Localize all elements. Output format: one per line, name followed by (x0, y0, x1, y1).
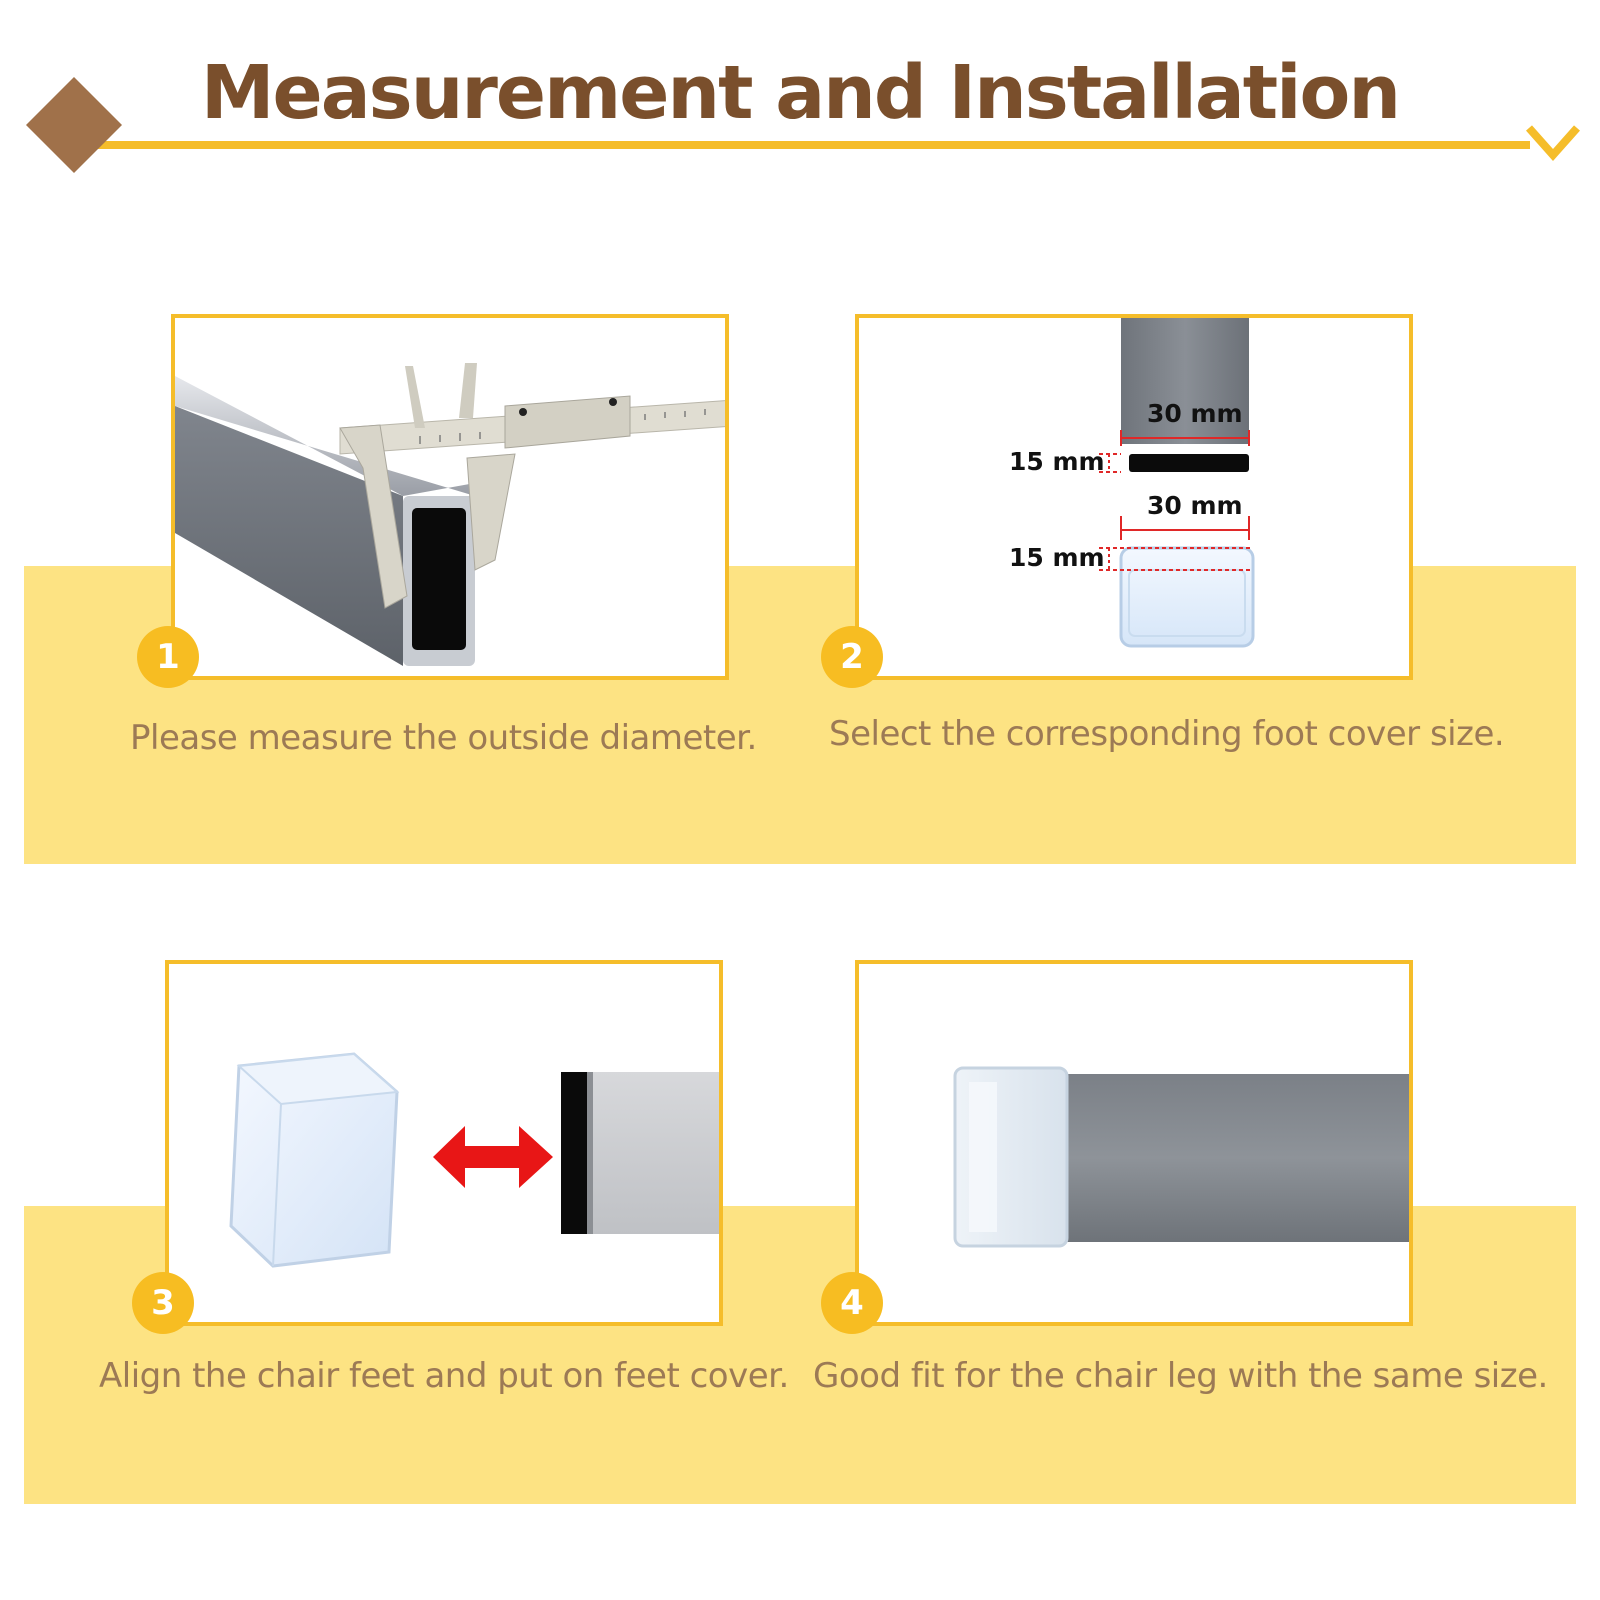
caliper-upper-jaw (405, 366, 425, 428)
step-1-caption: Please measure the outside diameter. (130, 718, 757, 758)
foot-cover-highlight (969, 1082, 997, 1232)
dim-height-bottom: 15 mm (1009, 543, 1105, 572)
tube-opening (412, 508, 466, 650)
dim-height-top: 15 mm (1009, 447, 1105, 476)
leg-opening (561, 1072, 587, 1234)
page-title: Measurement and Installation (200, 50, 1400, 136)
step-1-panel (171, 314, 729, 680)
dim-width-top: 30 mm (1147, 399, 1243, 428)
step-4-badge: 4 (821, 1272, 883, 1334)
slider-screw (519, 408, 527, 416)
fitted-leg-illustration (859, 964, 1413, 1326)
slider-screw (609, 398, 617, 406)
step-3-caption: Align the chair feet and put on feet cover. (99, 1356, 789, 1396)
foot-cover (1121, 548, 1253, 646)
step-2-badge: 2 (821, 626, 883, 688)
align-cover-illustration (169, 964, 723, 1326)
step-3-panel (165, 960, 723, 1326)
step-4-panel (855, 960, 1413, 1326)
leg-edge (587, 1072, 593, 1234)
caliper-upper-jaw (459, 363, 477, 418)
size-diagram (859, 318, 1413, 680)
step-4-caption: Good fit for the chair leg with the same size. (813, 1356, 1548, 1396)
step-2-panel (855, 314, 1413, 680)
caliper-measuring-tube-illustration (175, 318, 729, 680)
caliper-moving-jaw (467, 454, 515, 570)
step-3-badge: 3 (132, 1272, 194, 1334)
double-arrow-icon (433, 1126, 553, 1188)
step-1-badge: 1 (137, 626, 199, 688)
dim-width-bottom: 30 mm (1147, 491, 1243, 520)
step-2-caption: Select the corresponding foot cover size. (829, 714, 1505, 754)
chair-leg (1049, 1074, 1413, 1242)
leg-cross-section (1129, 454, 1249, 472)
